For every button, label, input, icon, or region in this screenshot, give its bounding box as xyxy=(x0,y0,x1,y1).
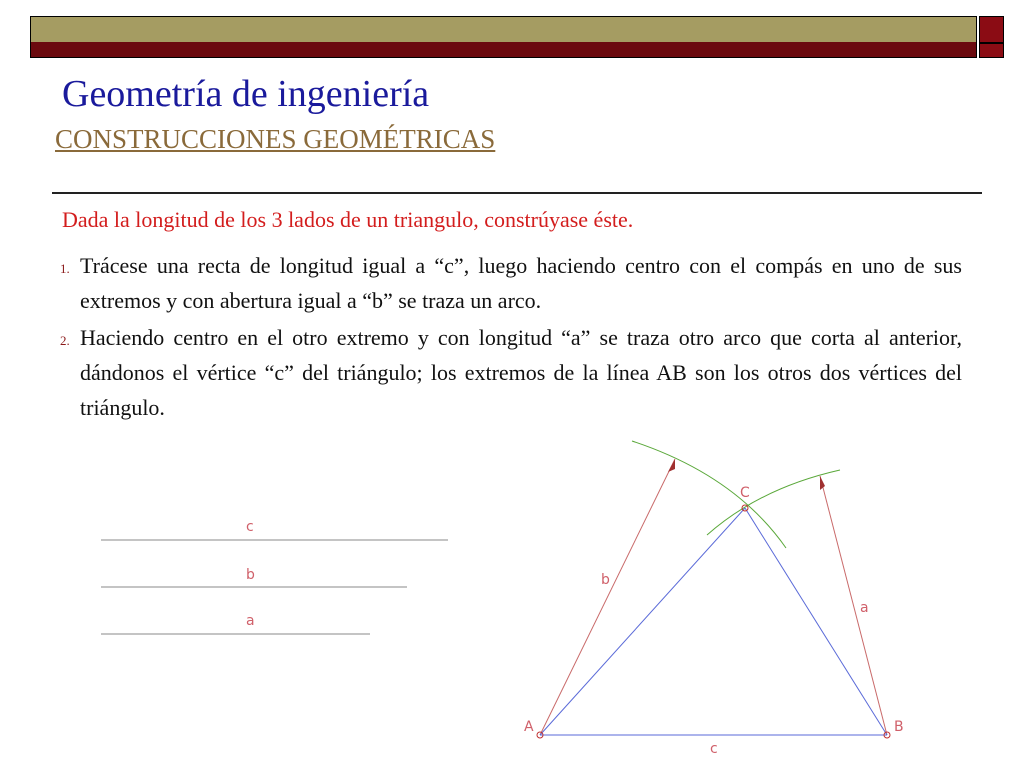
list-item-text: Haciendo centro en el otro extremo y con longitud “a” se traza otro arco que corta al anterior, dándonos el vértice “c” del triángulo; los extremos de la línea AB son los otros dos vértices del triángulo. xyxy=(80,325,962,420)
radius-a-line xyxy=(820,476,887,735)
vertex-c-label: C xyxy=(740,485,750,501)
side-a-label: a xyxy=(860,600,869,616)
segment-c-label: c xyxy=(246,519,254,535)
section-subtitle: CONSTRUCCIONES GEOMÉTRICAS xyxy=(55,124,496,154)
side-b-label: b xyxy=(601,572,610,588)
intro-text: Dada la longitud de los 3 lados de un triangulo, constrúyase éste. xyxy=(62,207,634,232)
radius-a-arrow xyxy=(820,476,825,490)
list-number: 1. xyxy=(60,261,70,276)
side-c-label: c xyxy=(710,741,718,757)
vertex-a-label: A xyxy=(524,719,534,735)
list-number: 2. xyxy=(60,333,70,348)
segment-a-label: a xyxy=(246,613,255,629)
radius-b-line xyxy=(540,459,675,735)
arc-from-a xyxy=(632,441,786,548)
triangle-side-b xyxy=(540,508,745,735)
segment-b-label: b xyxy=(246,567,255,583)
triangle-side-a xyxy=(745,508,887,735)
page-title: Geometría de ingeniería xyxy=(62,73,430,115)
vertex-b-label: B xyxy=(894,719,904,735)
list-item-text: Trácese una recta de longitud igual a “c”, luego haciendo centro con el compás en uno de sus extremos y con abertura igual a “b” se traza un arco. xyxy=(80,253,962,313)
